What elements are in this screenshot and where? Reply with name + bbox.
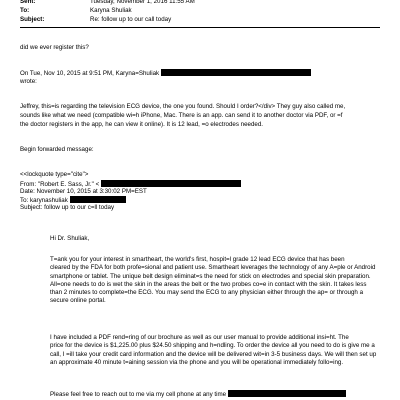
greeting: Hi Dr. Shuliak, (50, 235, 90, 242)
sent-label: Sent: (20, 0, 36, 5)
subject-value: Re: follow up to our call today (90, 16, 172, 23)
to-text: To: karynashuliak (20, 197, 68, 204)
forwarded-label: Begin forwarded message: (20, 146, 94, 153)
email-header-to (20, 7, 132, 15)
redaction-bar (101, 180, 241, 187)
closing-line (50, 390, 386, 399)
question-text: did we ever register this? (20, 44, 89, 51)
redaction-bar (228, 390, 346, 397)
quote-intro-wrote: wrote: (20, 78, 37, 85)
paragraph-line: an approximate 40 minute t=aining session via the phone and you will be operational immediately follo=ing. (50, 358, 344, 366)
paragraph-line: T=ank you for your interest in smartheart, the world's first, hospit=l grade 12 lead ECG device that has been (50, 256, 345, 263)
paragraph-line: price for the device is $1,225.00 plus $24.50 shipping and h=ndling. To order the device all you need to do is give me a (50, 342, 375, 350)
redaction-bar (161, 69, 311, 76)
paragraph-line: smartphone or tablet. The unique belt design eliminat=s the need for stick on electrodes and special skin preparation. (50, 272, 371, 280)
from-text: From: "Robert E. Sass, Jr." < (20, 181, 100, 188)
paragraph-line: than 2 minutes to complete=the ECG. You may send the ECG to any physician either through the ap= or through a (50, 289, 364, 297)
paragraph-line: call, I =ill take your credit card information and the device will be delivered wit=in 3-5 business days. We will then set up (50, 350, 377, 358)
blockquote-line: <<lockquote type="cite"> (20, 171, 89, 178)
paragraph-line: cleared by the FDA for both profe=sional and patient use. Smartheart leverages the technology of any A=ple or Android (50, 264, 376, 272)
paragraph-2 (50, 334, 386, 367)
subject-label: Subject: (20, 16, 45, 23)
paragraph-line: All=one needs to do is wet the skin in the areas the belt or the two probes co=e in contact with the skin. It takes less (50, 280, 367, 288)
email-header-sent (20, 0, 195, 6)
message-line: sounds like what we need (compatible wi=h iPhone, Mac. There is an app. can send it to another doctor via PDF, or =f (20, 112, 343, 119)
email-header-subject (20, 16, 172, 24)
header-divider (20, 27, 380, 28)
to-label: To: (20, 7, 30, 14)
message-line: Jeffrey, this=is regarding the television ECG device, the one you found. Should I order?</div> They guy also called me, (20, 103, 346, 110)
quote-intro-text: On Tue, Nov 10, 2015 at 9:51 PM, Karyna=Shuliak (20, 70, 160, 77)
subject-line: Subject: follow up to our c=ll today (20, 204, 115, 211)
paragraph-line: I have included a PDF rend=ring of our brochure as well as our user manual to provide additional insi=ht. The (50, 334, 349, 341)
quote-intro (20, 69, 384, 78)
sent-value: Tuesday, November 1, 2016 11:55 AM (90, 0, 195, 5)
redaction-bar (70, 196, 126, 203)
paragraph-1 (50, 256, 386, 306)
closing-text: Please feel free to reach out to me via my cell phone at any time (50, 391, 227, 398)
date-line: Date: November 10, 2015 at 3:30:02 PM=EST (20, 188, 147, 195)
to-value: Karyna Shuliak (90, 7, 132, 14)
message-line: the doctor registers in the app, he can view it online). It is 12 lead, =o electrodes needed. (20, 121, 264, 128)
paragraph-line: secure online portal. (50, 297, 106, 305)
